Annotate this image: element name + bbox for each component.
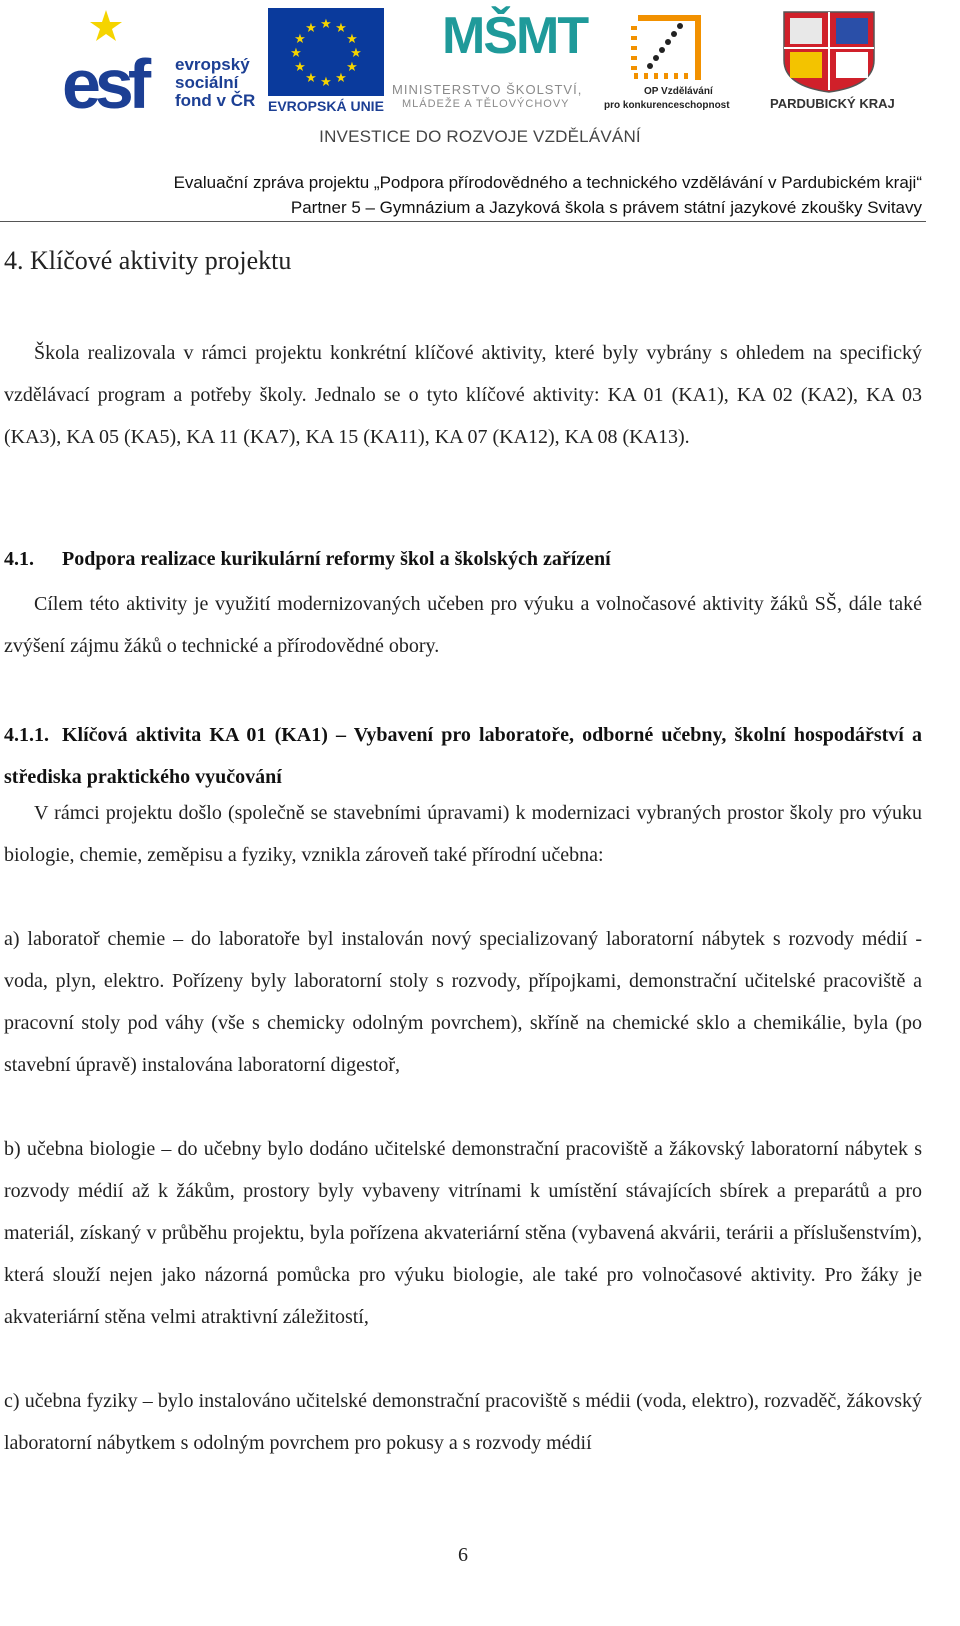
list-item-c: c) učebna fyziky – bylo instalováno učitelské demonstrační pracoviště s médii (voda, elektro), rozvaděč, žákovský laboratorní nábytkem s odolným povrchem pro pokusy a s rozvody médií xyxy=(4,1390,922,1454)
running-header-title: Evaluační zpráva projektu „Podpora přírodovědného a technického vzdělávání v Pardubickém kraji“ xyxy=(173,173,922,192)
eu-stars-icon xyxy=(268,8,384,96)
svg-text:★: ★ xyxy=(350,46,362,61)
pardubicky-kraj-label: PARDUBICKÝ KRAJ xyxy=(770,96,895,111)
svg-text:★: ★ xyxy=(346,60,358,75)
running-header-partner: Partner 5 – Gymnázium a Jazyková škola s právem státní jazykové zkoušky Svitavy xyxy=(290,198,922,217)
tagline: INVESTICE DO ROZVOJE VZDĚLÁVÁNÍ xyxy=(319,127,641,146)
svg-text:★: ★ xyxy=(305,21,317,36)
eu-logo xyxy=(268,8,386,118)
logo-strip xyxy=(0,0,960,122)
page-number: 6 xyxy=(458,1544,468,1566)
subsection-4-1-1-number: 4.1.1. xyxy=(4,724,49,746)
svg-text:esf: esf xyxy=(62,45,146,118)
esf-logo-mark xyxy=(60,6,175,118)
intro-text: Škola realizovala v rámci projektu konkrétní klíčové aktivity, které byly vybrány s ohledem na specifický vzdělávací program a potřeby školy. Jednalo se o tyto klíčové aktivity: KA 01 (KA1), KA 02 (KA2), KA 03 (KA3), KA 05 (KA5), KA 11 (KA7), KA 15 (KA11), KA 07 (KA12), KA 08 (KA13). xyxy=(4,342,922,448)
subsection-4-1-heading xyxy=(4,548,611,571)
header-rule xyxy=(0,221,926,222)
esf-line2: sociální xyxy=(175,73,239,92)
subsection-4-1-1-paragraph xyxy=(4,792,922,876)
esf-line1: evropský xyxy=(175,55,250,74)
msmt-line2: MLÁDEŽE A TĚLOVÝCHOVY xyxy=(402,98,570,110)
opvk-mark-icon xyxy=(604,6,734,86)
subsection-4-1-1-text: V rámci projektu došlo (společně se stavebními úpravami) k modernizaci vybraných prostor školy pro výuku biologie, chemie, zeměpisu a fyziky, vznikla zároveň také přírodní učebna: xyxy=(4,802,922,866)
msmt-logo xyxy=(392,6,602,118)
svg-text:★: ★ xyxy=(290,46,302,61)
subsection-4-1-text: Cílem této aktivity je využití modernizovaných učeben pro výuku a volnočasové aktivity žáků SŠ, dále také zvýšení zájmu žáků o technické a přírodovědné obory. xyxy=(4,593,922,657)
msmt-line1: MINISTERSTVO ŠKOLSTVÍ, xyxy=(392,82,583,97)
coat-of-arms-icon xyxy=(770,8,888,94)
opvk-line2: pro konkurenceschopnost xyxy=(604,100,730,111)
esf-line3: fond v ČR xyxy=(175,91,256,110)
eu-label: EVROPSKÁ UNIE xyxy=(268,98,384,114)
svg-text:★: ★ xyxy=(335,71,347,86)
subsection-4-1-paragraph xyxy=(4,583,922,667)
svg-text:★: ★ xyxy=(320,75,332,90)
list-item-a: a) laboratoř chemie – do laboratoře byl instalován nový specializovaný laboratorní nábytek s rozvody médií - voda, plyn, elektro. Pořízeny byly laboratorní stoly s rozvody, přípojkami, demonstrační učitelské pracoviště a pracovní stoly pod váhy (vše s chemicky odolným povrchem), skříně na chemické sklo a chemikálie, byla (po stavební úpravě) instalována laboratorní digestoř, xyxy=(4,928,922,1076)
msmt-letters: MŠMT xyxy=(442,7,588,65)
pardubicky-kraj-logo xyxy=(770,8,895,118)
eu-flag xyxy=(268,8,384,96)
subsection-4-1-1-heading xyxy=(4,714,922,798)
subsection-4-1-number: 4.1. xyxy=(4,548,34,570)
subsection-4-1-1-title: Klíčová aktivita KA 01 (KA1) – Vybavení pro laboratoře, odborné učebny, školní hospodářství a střediska praktického vyučování xyxy=(4,724,922,788)
subsection-4-1-title: Podpora realizace kurikulární reformy škol a školských zařízení xyxy=(62,548,611,570)
opvk-logo xyxy=(604,6,734,118)
svg-text:★: ★ xyxy=(346,32,358,47)
svg-text:★: ★ xyxy=(294,32,306,47)
svg-text:★: ★ xyxy=(335,21,347,36)
svg-text:★: ★ xyxy=(294,60,306,75)
svg-text:★: ★ xyxy=(305,71,317,86)
esf-logo-text xyxy=(175,56,255,110)
intro-paragraph xyxy=(4,332,922,458)
svg-text:★: ★ xyxy=(320,17,332,32)
opvk-line1: OP Vzdělávání xyxy=(644,86,713,97)
esf-logo xyxy=(60,6,265,118)
section-heading: 4. Klíčové aktivity projektu xyxy=(4,246,292,275)
list-item-b: b) učebna biologie – do učebny bylo dodáno učitelské demonstrační pracoviště a žákovský laboratorní nábytek s rozvody médií až k žákům, prostory byly vybaveny vitrínami k umístění stávajících sbírek a preparátů a pro materiál, získaný v průběhu projektu, byla pořízena akvateriární stěna (vybavená akvárii, terárii a příslušenstvím), která slouží nejen jako názorná pomůcka pro výuku biologie, ale také pro volnočasové aktivity. Pro žáky je akvateriární stěna velmi atraktivní záležitostí, xyxy=(4,1138,922,1328)
